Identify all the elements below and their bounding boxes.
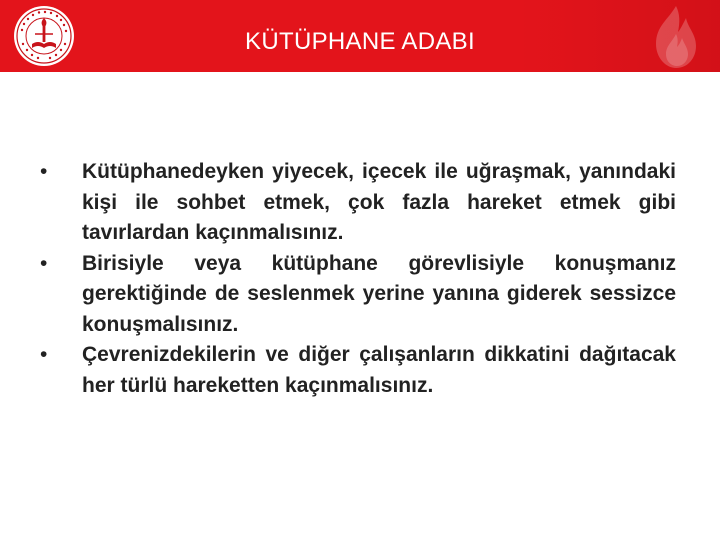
bullet-list	[40, 157, 676, 401]
bullet-icon: •	[40, 160, 48, 183]
header-bar	[0, 0, 720, 72]
bullet-icon: •	[40, 251, 48, 275]
flame-icon	[642, 4, 706, 70]
list-item-text: Birisiyle veya kütüphane görevlisiyle konuşmanız gerektiğinde de seslenmek yerine yanına giderek sessizce konuşmalısınız.	[82, 251, 676, 336]
list-item-text: Kütüphanedeyken yiyecek, içecek ile uğraşmak, yanındaki kişi ile sohbet etmek, çok fazla hareket etmek gibi tavırlardan kaçınmalısınız.	[82, 160, 676, 244]
list-item	[40, 249, 676, 341]
list-item	[40, 340, 676, 401]
list-item-text: Çevrenizdekilerin ve diğer çalışanların dikkatini dağıtacak her türlü hareketten kaçınmalısınız.	[82, 343, 676, 397]
bullet-icon: •	[40, 343, 48, 366]
page-title: KÜTÜPHANE ADABI	[245, 28, 475, 55]
list-item	[40, 157, 676, 249]
